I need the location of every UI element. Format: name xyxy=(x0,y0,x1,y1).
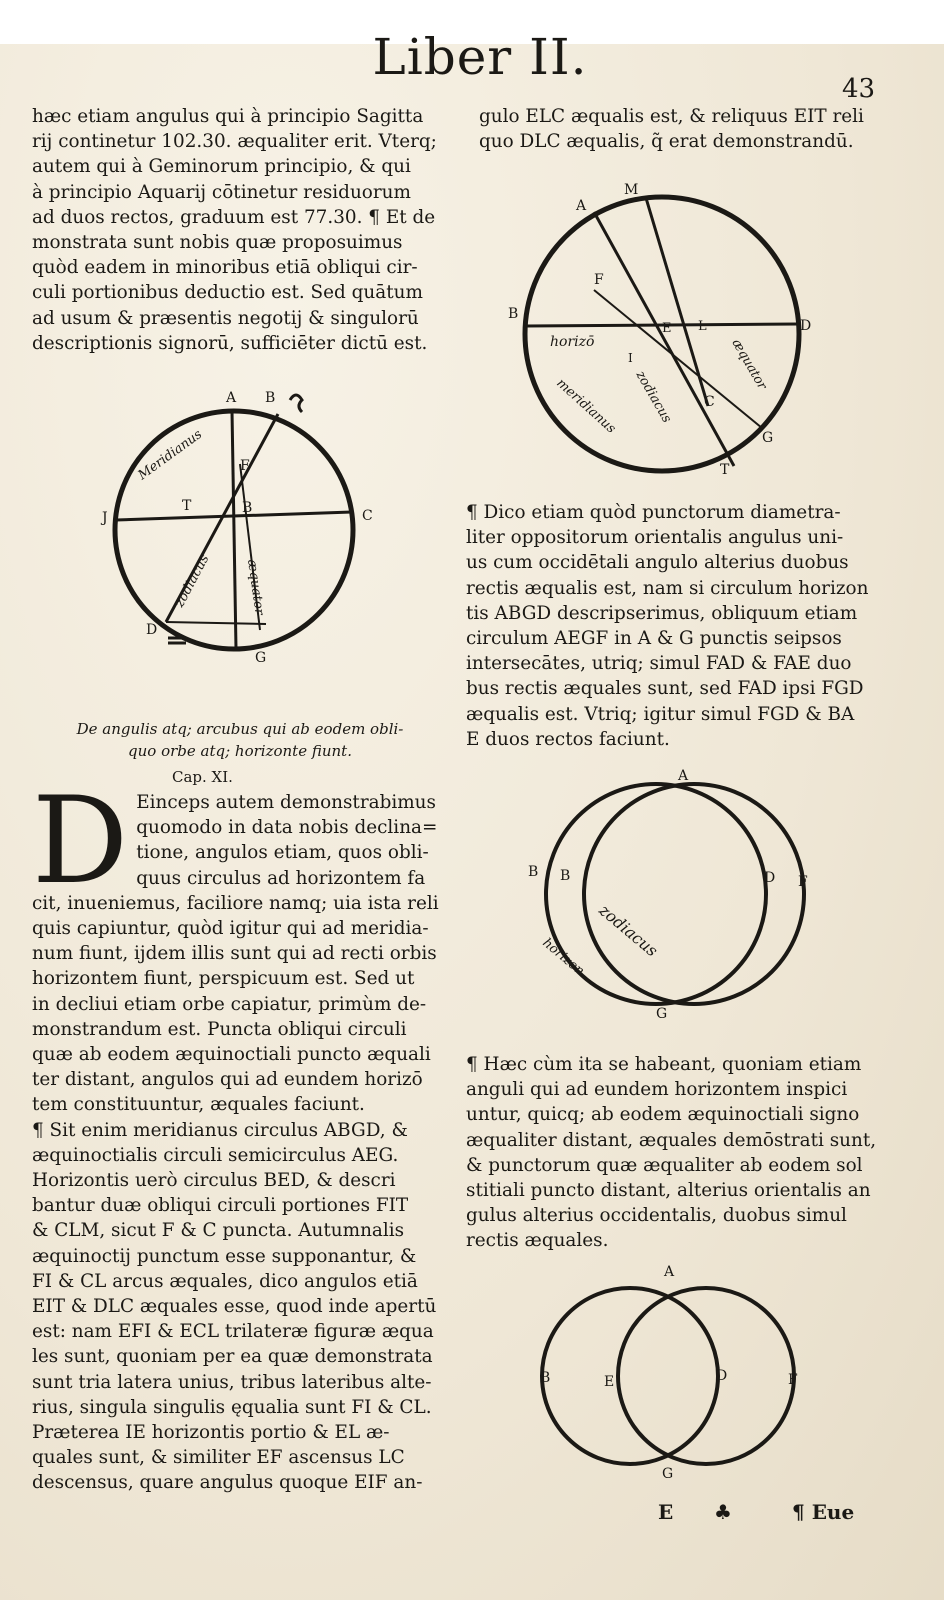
text-line: & CLM, sicut F & C puncta. Autumnalis xyxy=(32,1220,405,1242)
text-line: monstrata sunt nobis quæ proposuimus xyxy=(32,232,403,254)
text-line: quo DLC æqualis, q̃ erat demonstrandū. xyxy=(479,131,854,153)
text-line: EIT & DLC æquales esse, quod inde apertū xyxy=(32,1296,437,1318)
text-line: les sunt, quoniam per ea quæ demonstrata xyxy=(32,1346,433,1368)
text-line: in decliui etiam orbe capiatur, primùm de- xyxy=(32,993,427,1015)
label-b-outer: B xyxy=(528,864,539,880)
page-number: 43 xyxy=(842,74,876,104)
text-line: sunt tria latera unius, tribus lateribus alte- xyxy=(32,1371,432,1393)
text-line: est: nam EFI & ECL trilateræ figuræ æqua xyxy=(32,1321,434,1343)
label-b: B xyxy=(540,1370,551,1386)
text-line: bantur duæ obliqui circuli portiones FIT xyxy=(32,1195,409,1217)
text-line: æquinoctialis circuli semicirculus AEG. xyxy=(32,1144,399,1166)
text-line: ad duos rectos, graduum est 77.30. ¶ Et de xyxy=(32,206,436,228)
label-l: L xyxy=(698,319,707,334)
text-line: quòd eadem in minoribus etiā obliqui cir- xyxy=(32,257,418,279)
word-zodiacus: zodiacus xyxy=(632,368,675,426)
label-f: F xyxy=(798,874,808,890)
text-line: descriptionis signorū, sufficiēter dictū est. xyxy=(32,332,428,354)
label-j: J xyxy=(102,510,108,526)
label-g: G xyxy=(662,1466,674,1482)
right-top-text xyxy=(479,104,899,154)
text-line: & punctorum quæ æqualiter ab eodem sol xyxy=(466,1154,863,1176)
text-line: quales sunt, & similiter EF ascensus LC xyxy=(32,1447,405,1469)
label-b-inner: B xyxy=(560,868,571,884)
text-line: Einceps autem demonstrabimus xyxy=(136,792,436,813)
label-d: D xyxy=(764,870,776,886)
word-aequator: æquator xyxy=(728,336,770,393)
text-line: tem constituuntur, æquales faciunt. xyxy=(32,1094,365,1116)
text-line: gulus alterius occidentalis, duobus simul xyxy=(466,1205,847,1227)
text-line: gulo ELC æqualis est, & reliquus EIT reli xyxy=(479,106,864,127)
text-line: descensus, quare angulus quoque EIF an- xyxy=(32,1472,423,1494)
diagram-zodiac-horizon xyxy=(528,768,828,1022)
text-line: quæ ab eodem æquinoctiali puncto æquali xyxy=(32,1044,431,1066)
text-line: stitiali puncto distant, alterius orientalis an xyxy=(466,1180,871,1202)
right-mid-text xyxy=(466,500,896,752)
drop-cap: D xyxy=(32,772,129,911)
text-line: hæc etiam angulus qui à principio Sagitta xyxy=(32,106,424,127)
text-line: tione, angulos etiam, quos obli- xyxy=(136,842,429,864)
text-line: E duos rectos faciunt. xyxy=(466,728,670,750)
word-zodiacus: zodiacus xyxy=(172,552,213,610)
label-f: F xyxy=(240,458,250,474)
label-e: E xyxy=(604,1374,615,1390)
text-line: untur, quicq; ab eodem æquinoctiali signo xyxy=(466,1104,860,1126)
diagram-two-circles xyxy=(540,1256,830,1486)
text-line: rij continetur 102.30. æqualiter erit. Vterq; xyxy=(32,131,437,153)
text-line: monstrandum est. Puncta obliqui circuli xyxy=(32,1018,407,1040)
text-line: ¶ Dico etiam quòd punctorum diametra- xyxy=(466,502,841,523)
label-g: G xyxy=(656,1006,668,1022)
text-line: culi portionibus deductio est. Sed quātum xyxy=(32,282,423,304)
label-g: G xyxy=(762,430,774,446)
label-b-center: B xyxy=(242,500,253,516)
text-line: æquinoctij punctum esse supponantur, & xyxy=(32,1245,417,1267)
text-line: quomodo in data nobis declina= xyxy=(136,817,438,839)
text-line: rectis æquales. xyxy=(466,1230,609,1252)
label-g: G xyxy=(255,650,267,666)
label-f: F xyxy=(594,272,604,288)
catchword: ¶ Eue xyxy=(792,1500,855,1524)
text-line: rius, singula singulis ęqualia sunt FI & CL. xyxy=(32,1396,432,1418)
label-d: D xyxy=(146,622,158,638)
text-line: cit, inueniemus, faciliore namq; uia ista reli xyxy=(32,892,439,914)
label-b: B xyxy=(508,306,519,322)
text-line: bus rectis æquales sunt, sed FAD ipsi FGD xyxy=(466,678,864,700)
text-line: quis capiuntur, quòd igitur qui ad meridia- xyxy=(32,918,429,940)
left-top-paragraph xyxy=(32,104,442,356)
word-horizon: horizon xyxy=(539,935,588,979)
text-line: us cum occidētali angulo alterius duobus xyxy=(466,552,849,574)
fleuron-icon: ♣ xyxy=(714,1500,732,1524)
signature-mark: E xyxy=(658,1500,674,1524)
word-horizon: horizō xyxy=(550,334,595,350)
label-c: C xyxy=(704,394,715,410)
page-title: Liber II. xyxy=(372,28,588,86)
text-line: æqualiter distant, æquales demōstrati sunt, xyxy=(466,1129,877,1151)
label-b: B xyxy=(265,390,276,406)
diagram-meridian-circle xyxy=(100,384,373,674)
label-e: E xyxy=(662,321,672,336)
label-a: A xyxy=(664,1264,675,1280)
text-line: æqualis est. Vtriq; igitur simul FGD & BA xyxy=(466,703,855,725)
label-a: A xyxy=(678,768,689,784)
word-zodiacus: zodiacus xyxy=(595,900,662,961)
text-line: Horizontis uerò circulus BED, & descri xyxy=(32,1170,396,1192)
label-m: M xyxy=(624,182,639,198)
chapter-caption: De angulis atq; arcubus qui ab eodem obli- quo orbe atq; horizonte fiunt. xyxy=(76,720,404,760)
text-line: quus circulus ad horizontem fa xyxy=(136,867,426,889)
text-line: autem qui à Geminorum principio, & qui xyxy=(32,156,411,178)
text-line: circulum AEGF in A & G punctis seipsos xyxy=(466,628,842,650)
text-line: horizontem fiunt, perspicuum est. Sed ut xyxy=(32,968,415,990)
text-line: rectis æqualis est, nam si circulum horizon xyxy=(466,577,869,599)
text-line: tis ABGD descripserimus, obliquum etiam xyxy=(466,602,858,624)
text-line: ter distant, angulos qui ad eundem horizō xyxy=(32,1069,423,1091)
text-line: num fiunt, ijdem illis sunt qui ad recti orbis xyxy=(32,943,437,965)
text-line: à principio Aquarij cōtinetur residuorum xyxy=(32,181,411,203)
text-line: ad usum & præsentis negotij & singulorū xyxy=(32,307,419,329)
label-d: D xyxy=(800,318,812,334)
label-c: C xyxy=(362,508,373,524)
text-line: ¶ Hæc cùm ita se habeant, quoniam etiam xyxy=(466,1054,862,1075)
diagram-horizon-circle xyxy=(508,184,828,484)
right-low-text xyxy=(466,1052,896,1254)
word-aequator: æquator xyxy=(244,558,267,616)
label-f: F xyxy=(788,1372,798,1388)
label-t: T xyxy=(720,462,730,478)
word-meridianus: Meridianus xyxy=(135,426,206,484)
text-line: FI & CL arcus æquales, dico angulos etiā xyxy=(32,1270,418,1292)
label-a: A xyxy=(226,390,237,406)
label-t: T xyxy=(182,498,192,514)
chapter-number: Cap. XI. xyxy=(172,768,233,786)
text-line: Præterea IE horizontis portio & EL æ- xyxy=(32,1422,390,1444)
label-d: D xyxy=(716,1368,728,1384)
text-line: ¶ Sit enim meridianus circulus ABGD, & xyxy=(32,1119,408,1141)
text-line: intersecātes, utriq; simul FAD & FAE duo xyxy=(466,653,852,675)
word-meridianus: meridianus xyxy=(553,375,619,437)
text-line: liter oppositorum orientalis angulus uni- xyxy=(466,527,844,549)
text-line: anguli qui ad eundem horizontem inspici xyxy=(466,1079,848,1101)
label-a: A xyxy=(576,198,587,214)
label-i: I xyxy=(628,351,633,365)
